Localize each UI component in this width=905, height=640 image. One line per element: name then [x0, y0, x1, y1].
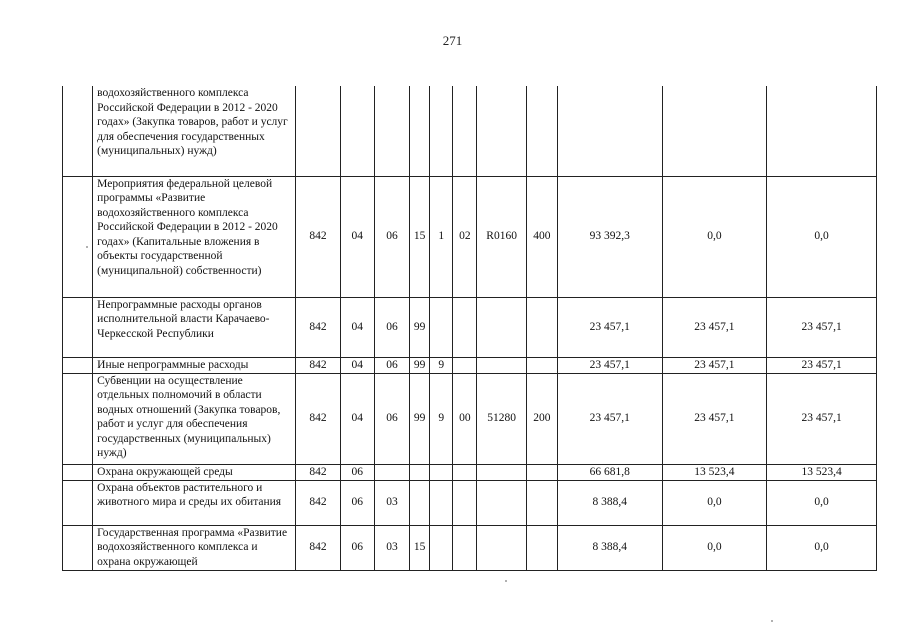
section-code-cell: 04 [340, 297, 374, 357]
amount-year-1-cell: 23 457,1 [557, 357, 662, 373]
row-number-cell [63, 176, 93, 297]
amount-year-2-cell: 13 523,4 [662, 464, 767, 480]
subsection-code-cell: 03 [374, 480, 409, 525]
amount-year-3-cell: 23 457,1 [767, 373, 877, 464]
page-number: 271 [442, 33, 463, 48]
program-code-cell: 15 [410, 525, 430, 570]
subprogram-code-cell: 1 [430, 176, 453, 297]
row-number-cell [63, 480, 93, 525]
table-row [63, 357, 877, 373]
direction-code-cell [477, 464, 526, 480]
event-code-cell [453, 357, 477, 373]
ministry-code-cell: 842 [296, 525, 340, 570]
section-code-cell: 04 [340, 373, 374, 464]
table-row [63, 525, 877, 570]
program-code-cell [410, 464, 430, 480]
program-code-cell [410, 86, 430, 176]
direction-code-cell [477, 297, 526, 357]
ministry-code-cell: 842 [296, 480, 340, 525]
program-code-cell: 99 [410, 297, 430, 357]
event-code-cell: 00 [453, 373, 477, 464]
expense-name-cell: Охрана окружающей среды [93, 464, 296, 480]
section-code-cell: 06 [340, 464, 374, 480]
scan-speck [505, 580, 507, 582]
event-code-cell [453, 480, 477, 525]
ministry-code-cell: 842 [296, 297, 340, 357]
amount-year-1-cell: 23 457,1 [557, 373, 662, 464]
amount-year-1-cell: 8 388,4 [557, 525, 662, 570]
program-code-cell: 99 [410, 357, 430, 373]
event-code-cell [453, 525, 477, 570]
row-number-cell [63, 357, 93, 373]
subsection-code-cell: 06 [374, 357, 409, 373]
expense-type-code-cell [526, 357, 557, 373]
row-number-cell [63, 525, 93, 570]
amount-year-3-cell: 0,0 [767, 176, 877, 297]
expense-type-code-cell [526, 525, 557, 570]
amount-year-2-cell: 0,0 [662, 525, 767, 570]
row-number-cell [63, 297, 93, 357]
scan-speck [771, 620, 773, 622]
subsection-code-cell: 06 [374, 297, 409, 357]
subprogram-code-cell [430, 464, 453, 480]
program-code-cell: 15 [410, 176, 430, 297]
ministry-code-cell [296, 86, 340, 176]
expense-name-cell: Охрана объектов растительного и животного мира и среды их обитания [93, 480, 296, 525]
ministry-code-cell: 842 [296, 464, 340, 480]
amount-year-2-cell: 0,0 [662, 176, 767, 297]
amount-year-2-cell: 23 457,1 [662, 297, 767, 357]
expense-name-cell: Субвенции на осуществление отдельных полномочий в области водных отношений (Закупка товаров, работ и услуг для обеспечения государственных (муниципальных) нужд) [93, 373, 296, 464]
expense-name-cell: Непрограммные расходы органов исполнительной власти Карачаево-Черкесской Республики [93, 297, 296, 357]
expense-name-cell: водохозяйственного комплекса Российской Федерации в 2012 - 2020 годах» (Закупка товаров, работ и услуг для обеспечения государственных (муниципальных) нужд) [93, 86, 296, 176]
subprogram-code-cell [430, 480, 453, 525]
row-number-cell [63, 86, 93, 176]
section-code-cell: 04 [340, 176, 374, 297]
section-code-cell: 06 [340, 525, 374, 570]
event-code-cell [453, 297, 477, 357]
ministry-code-cell: 842 [296, 357, 340, 373]
amount-year-2-cell [662, 86, 767, 176]
amount-year-3-cell: 0,0 [767, 525, 877, 570]
table-row [63, 480, 877, 525]
event-code-cell [453, 86, 477, 176]
subprogram-code-cell [430, 297, 453, 357]
subsection-code-cell [374, 86, 409, 176]
budget-table [62, 86, 877, 571]
table-row [63, 373, 877, 464]
amount-year-2-cell: 0,0 [662, 480, 767, 525]
section-code-cell: 06 [340, 480, 374, 525]
row-number-cell [63, 464, 93, 480]
subsection-code-cell [374, 464, 409, 480]
subprogram-code-cell [430, 86, 453, 176]
subsection-code-cell: 03 [374, 525, 409, 570]
amount-year-2-cell: 23 457,1 [662, 373, 767, 464]
amount-year-1-cell: 8 388,4 [557, 480, 662, 525]
direction-code-cell: R0160 [477, 176, 526, 297]
scan-speck [86, 246, 88, 248]
section-code-cell [340, 86, 374, 176]
amount-year-3-cell: 13 523,4 [767, 464, 877, 480]
expense-type-code-cell [526, 86, 557, 176]
direction-code-cell [477, 480, 526, 525]
expense-name-cell: Иные непрограммные расходы [93, 357, 296, 373]
program-code-cell [410, 480, 430, 525]
ministry-code-cell: 842 [296, 176, 340, 297]
expense-type-code-cell [526, 464, 557, 480]
table-row [63, 464, 877, 480]
expense-type-code-cell [526, 297, 557, 357]
expense-type-code-cell: 400 [526, 176, 557, 297]
subprogram-code-cell: 9 [430, 357, 453, 373]
ministry-code-cell: 842 [296, 373, 340, 464]
amount-year-3-cell: 23 457,1 [767, 297, 877, 357]
amount-year-2-cell: 23 457,1 [662, 357, 767, 373]
program-code-cell: 99 [410, 373, 430, 464]
amount-year-1-cell: 93 392,3 [557, 176, 662, 297]
direction-code-cell [477, 525, 526, 570]
section-code-cell: 04 [340, 357, 374, 373]
amount-year-1-cell: 66 681,8 [557, 464, 662, 480]
direction-code-cell [477, 357, 526, 373]
table-row [63, 297, 877, 357]
subsection-code-cell: 06 [374, 176, 409, 297]
event-code-cell [453, 464, 477, 480]
table-row [63, 176, 877, 297]
subprogram-code-cell: 9 [430, 373, 453, 464]
amount-year-3-cell: 23 457,1 [767, 357, 877, 373]
amount-year-3-cell [767, 86, 877, 176]
amount-year-1-cell: 23 457,1 [557, 297, 662, 357]
expense-name-cell: Мероприятия федеральной целевой программы «Развитие водохозяйственного комплекса Российской Федерации в 2012 - 2020 годах» (Капитальные вложения в объекты государственной (муниципальной) собственности) [93, 176, 296, 297]
event-code-cell: 02 [453, 176, 477, 297]
expense-type-code-cell: 200 [526, 373, 557, 464]
amount-year-3-cell: 0,0 [767, 480, 877, 525]
table-row [63, 86, 877, 176]
expense-type-code-cell [526, 480, 557, 525]
expense-name-cell: Государственная программа «Развитие водохозяйственного комплекса и охрана окружающей [93, 525, 296, 570]
subprogram-code-cell [430, 525, 453, 570]
amount-year-1-cell [557, 86, 662, 176]
row-number-cell [63, 373, 93, 464]
direction-code-cell [477, 86, 526, 176]
subsection-code-cell: 06 [374, 373, 409, 464]
direction-code-cell: 51280 [477, 373, 526, 464]
